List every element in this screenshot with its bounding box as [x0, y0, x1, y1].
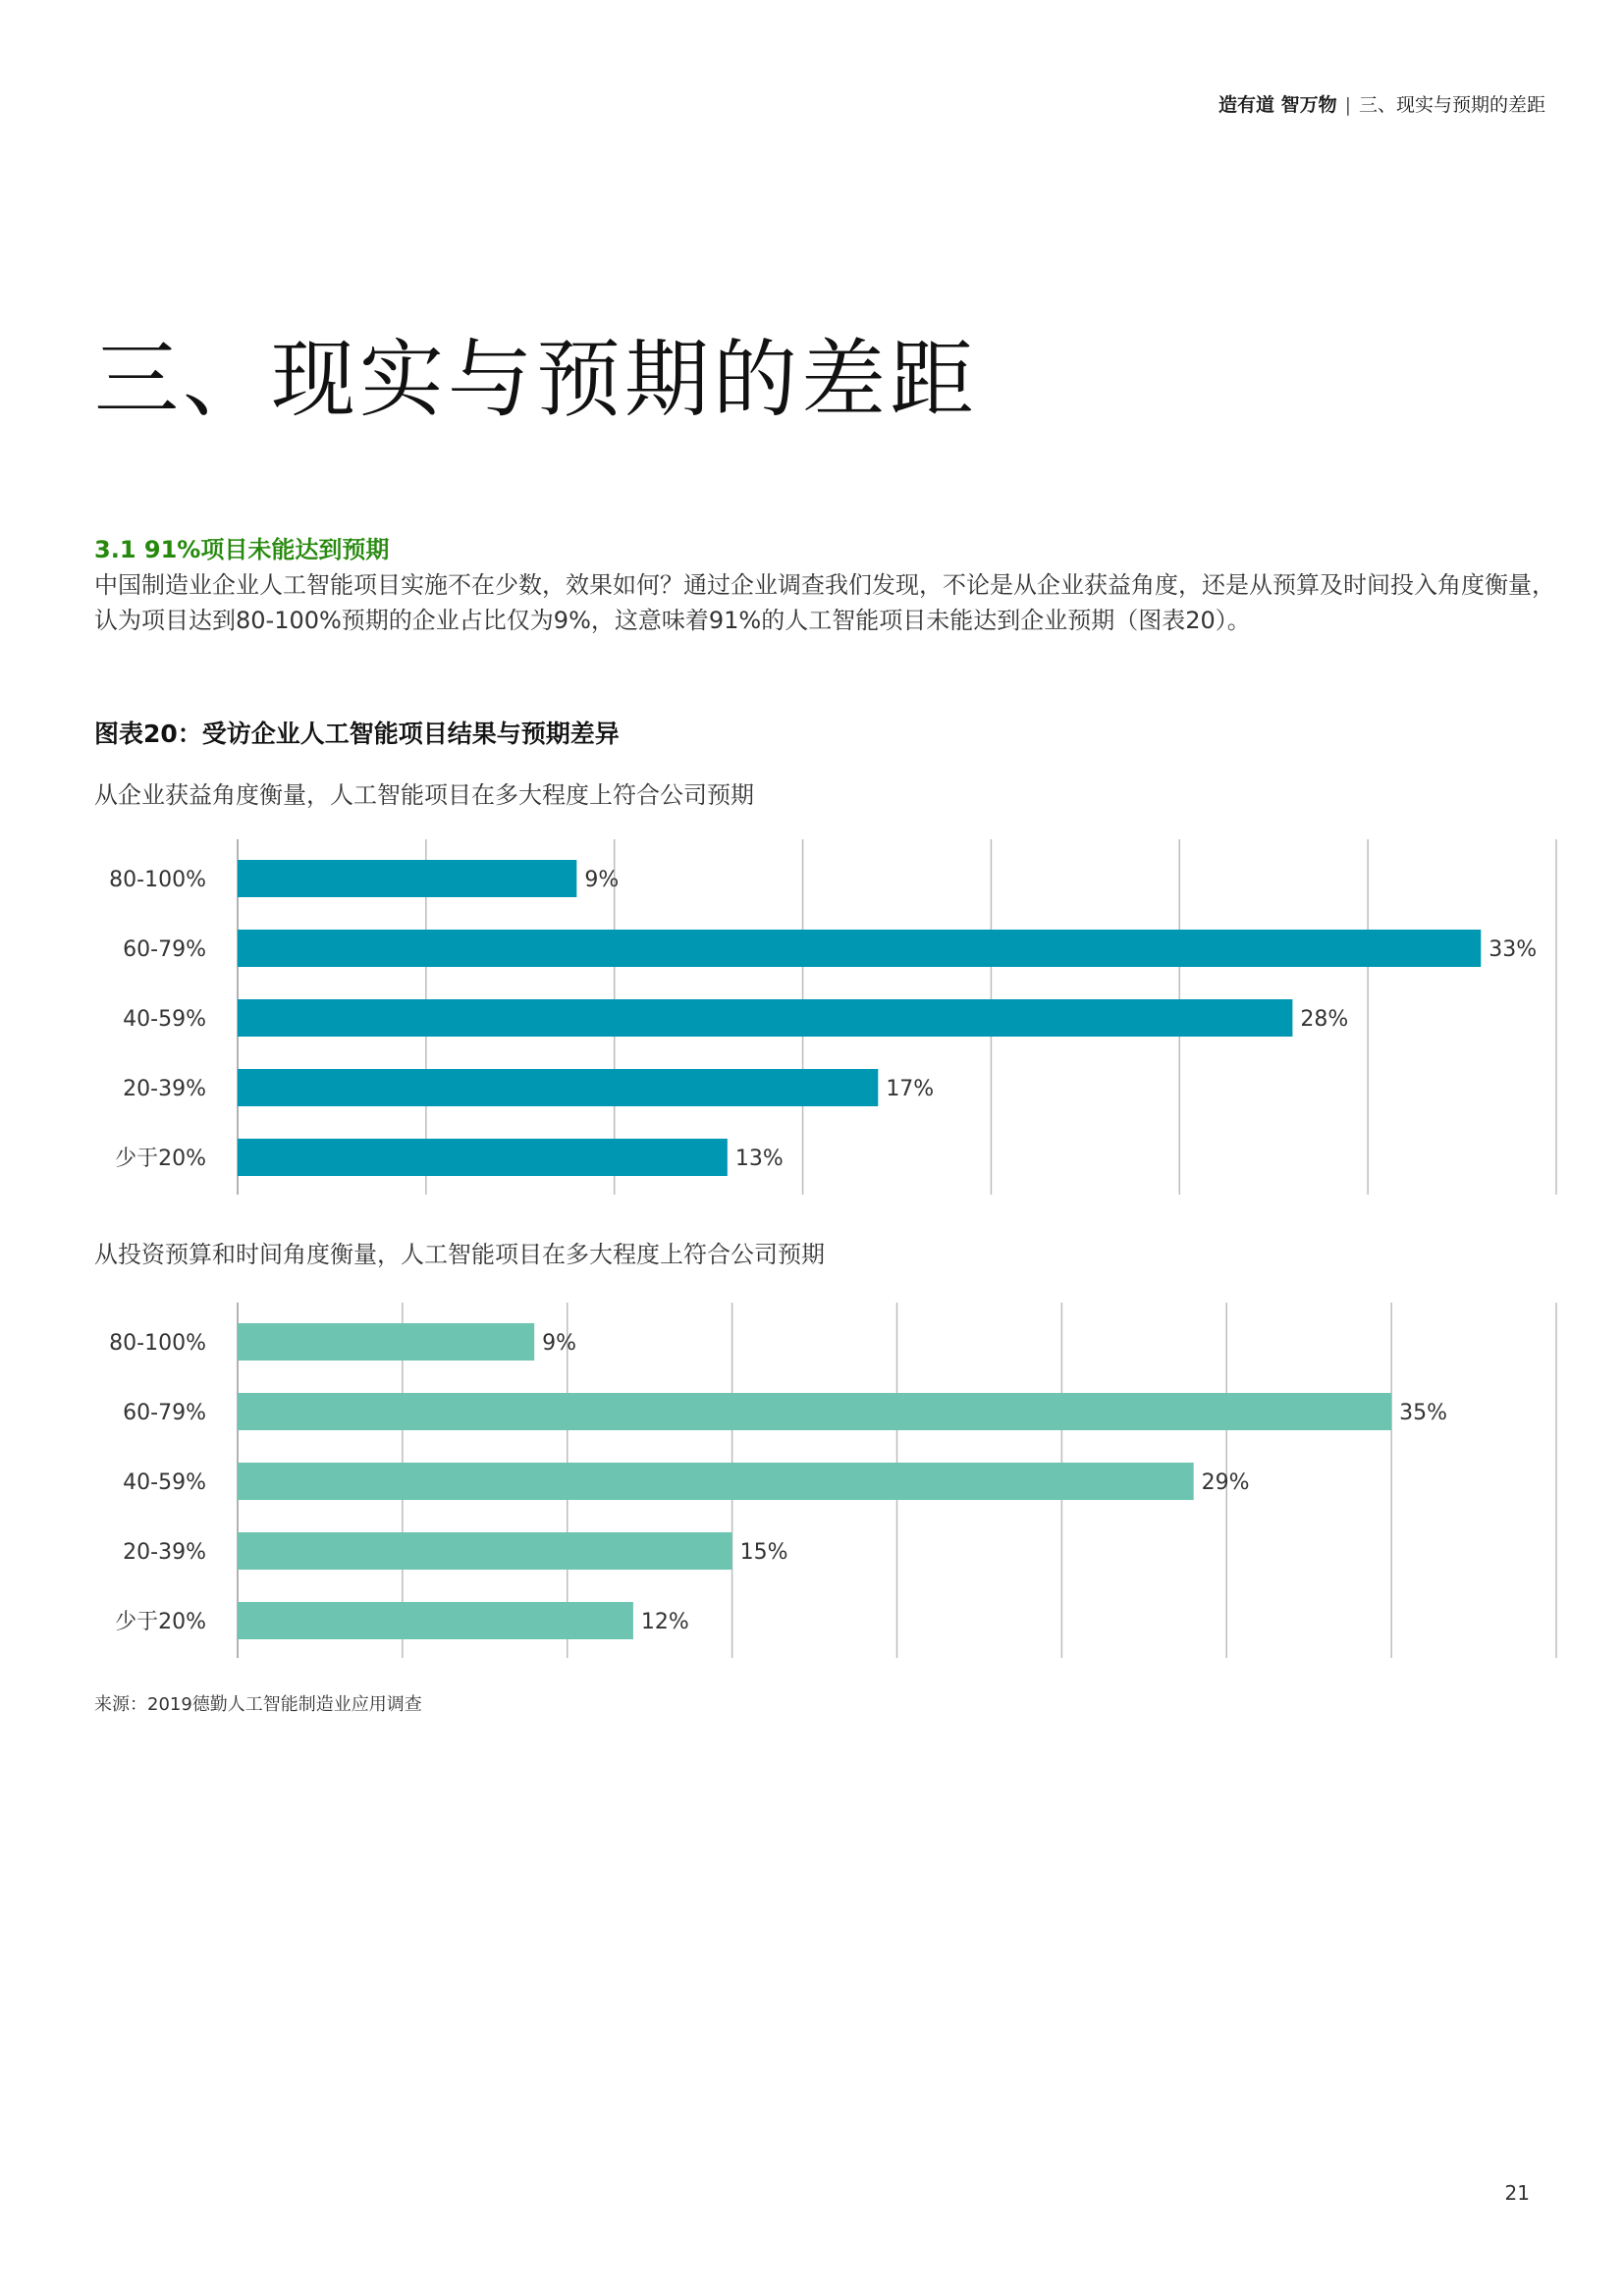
category-label: 60-79%	[123, 1401, 206, 1425]
category-label: 40-59%	[123, 1007, 206, 1032]
page-title: 三、现实与预期的差距	[94, 331, 978, 429]
figure-title: 图表20：受访企业人工智能项目结果与预期差异	[94, 720, 620, 748]
category-label: 少于20%	[115, 1147, 206, 1171]
category-label: 40-59%	[123, 1470, 206, 1495]
bar	[238, 999, 1292, 1037]
bar	[238, 860, 576, 897]
header-section: 三、现实与预期的差距	[1358, 94, 1545, 116]
bar	[238, 930, 1481, 967]
data-label: 12%	[640, 1610, 689, 1634]
intro-paragraph: 中国制造业企业人工智能项目实施不在少数，效果如何？通过企业调查我们发现，不论是从企业获益角度，还是从预算及时间投入角度衡量，认为项目达到80-100%预期的企业占比仅为9%，这意味着91%的人工智能项目未能达到企业预期（图表20）。	[94, 571, 1555, 634]
chart-1-benefit	[0, 839, 1624, 1202]
bar	[238, 1139, 728, 1176]
header-divider: |	[1344, 94, 1351, 116]
bar	[238, 1602, 633, 1639]
data-label: 17%	[886, 1077, 935, 1101]
category-label: 20-39%	[123, 1540, 206, 1565]
running-header	[1218, 90, 1545, 117]
bar	[238, 1323, 534, 1361]
category-label: 60-79%	[123, 937, 206, 962]
data-label: 33%	[1489, 937, 1538, 962]
page-number: 21	[1504, 2181, 1530, 2205]
data-label: 28%	[1300, 1007, 1349, 1032]
source-note: 来源：2019德勤人工智能制造业应用调查	[94, 1694, 422, 1715]
chart-1-subtitle: 从企业获益角度衡量，人工智能项目在多大程度上符合公司预期	[94, 781, 754, 809]
data-label: 35%	[1399, 1401, 1448, 1425]
bar	[238, 1069, 878, 1106]
section-heading: 3.1 91%项目未能达到预期	[94, 536, 390, 563]
chart-2-budget-time	[0, 1303, 1624, 1666]
header-brand: 造有道 智万物	[1218, 94, 1337, 116]
bar	[238, 1463, 1194, 1500]
bar	[238, 1532, 732, 1570]
data-label: 29%	[1201, 1470, 1250, 1495]
category-label: 少于20%	[115, 1610, 206, 1634]
data-label: 13%	[734, 1147, 784, 1171]
chart-2-subtitle: 从投资预算和时间角度衡量，人工智能项目在多大程度上符合公司预期	[94, 1241, 825, 1268]
category-label: 80-100%	[109, 868, 206, 892]
category-label: 80-100%	[109, 1331, 206, 1356]
bar	[238, 1393, 1391, 1430]
data-label: 15%	[739, 1540, 788, 1565]
data-label: 9%	[542, 1331, 577, 1356]
category-label: 20-39%	[123, 1077, 206, 1101]
data-label: 9%	[584, 868, 620, 892]
